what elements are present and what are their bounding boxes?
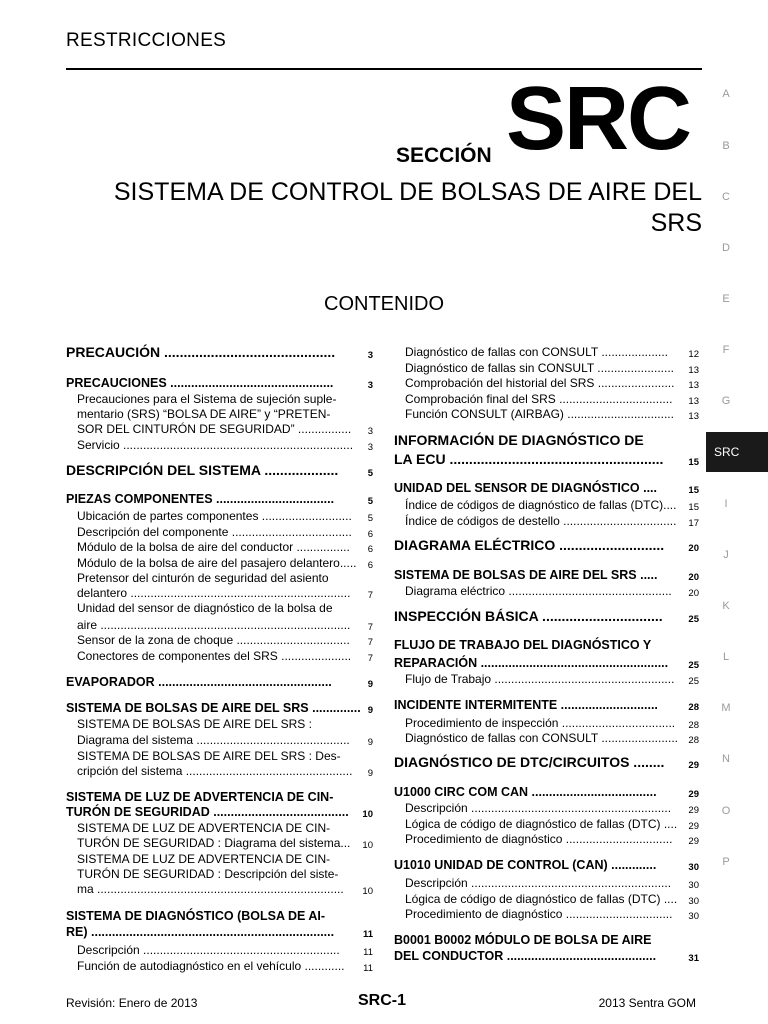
side-tab-letter[interactable]: L xyxy=(722,651,730,663)
toc-page-number: 28 xyxy=(688,720,699,731)
toc-entry-text: SISTEMA DE DIAGNÓSTICO (BOLSA DE AI- xyxy=(66,909,326,923)
toc-entry-text: SISTEMA DE LUZ DE ADVERTENCIA DE CIN- xyxy=(66,790,334,804)
toc-page-number: 9 xyxy=(367,679,373,690)
toc-entry[interactable] xyxy=(66,673,373,691)
toc-entry-text: DESCRIPCIÓN DEL SISTEMA ................... xyxy=(66,462,339,478)
toc-entry-text: UNIDAD DEL SENSOR DE DIAGNÓSTICO .... xyxy=(394,481,657,495)
toc-page-number: 11 xyxy=(363,963,373,974)
toc-entry-text: cripción del sistema .................................................. xyxy=(77,764,353,778)
toc-entry-text: Procedimiento de inspección .................................. xyxy=(405,716,676,730)
side-tab-letter[interactable]: O xyxy=(721,805,731,817)
toc-entry[interactable] xyxy=(66,462,373,480)
toc-page-number: 6 xyxy=(367,560,373,571)
footer-model: 2013 Sentra GOM xyxy=(598,996,696,1010)
toc-entry-text: Diagrama eléctrico ................................................. xyxy=(405,584,672,598)
toc-page-number: 3 xyxy=(367,380,373,391)
toc-entry-text: Procedimiento de diagnóstico ................................ xyxy=(405,907,673,921)
toc-page-number: 9 xyxy=(367,737,373,748)
toc-entry-text: Índice de códigos de diagnóstico de fallas (DTC).... xyxy=(405,498,677,512)
toc-entry-text: TURÓN DE SEGURIDAD : Descripción del siste- xyxy=(77,867,339,881)
toc-entry-text: Procedimiento de diagnóstico ................................ xyxy=(405,832,673,846)
side-tab-letter[interactable]: I xyxy=(724,498,728,510)
side-tab-letter[interactable]: M xyxy=(721,702,731,714)
toc-page-number: 29 xyxy=(688,760,699,771)
toc-entry-text: B0001 B0002 MÓDULO DE BOLSA DE AIRE xyxy=(394,933,652,947)
toc-entry-text: Unidad del sensor de diagnóstico de la bolsa de xyxy=(77,601,333,615)
toc-entry-text: Descripción ............................................................ xyxy=(405,876,672,890)
toc-entry-text: INSPECCIÓN BÁSICA ............................... xyxy=(394,608,663,624)
toc-entry-text: Comprobación final del SRS .................................. xyxy=(405,392,673,406)
toc-page-number: 9 xyxy=(367,705,373,716)
toc-page-number: 25 xyxy=(688,614,699,625)
toc-page-number: 6 xyxy=(367,544,373,555)
toc-entry[interactable] xyxy=(394,537,699,555)
toc-entry[interactable] xyxy=(66,490,373,508)
toc-entry[interactable] xyxy=(66,344,373,362)
toc-entry-text: Comprobación del historial del SRS ....................... xyxy=(405,376,675,390)
section-label: SECCIÓN xyxy=(396,144,492,167)
toc-entry-text: Servicio ..................................................................... xyxy=(77,438,354,452)
toc-entry[interactable] xyxy=(405,729,699,747)
toc-entry-text: Conectores de componentes del SRS ..................... xyxy=(77,649,352,663)
document-title xyxy=(62,177,702,239)
toc-entry-text: Diagnóstico de fallas con CONSULT ....................... xyxy=(405,731,678,745)
toc-entry-text: SOR DEL CINTURÓN DE SEGURIDAD” ................ xyxy=(77,422,352,436)
toc-entry[interactable] xyxy=(77,647,373,665)
toc-entry-text: delantero .................................................................. xyxy=(77,586,351,600)
toc-entry-text: Diagnóstico de fallas sin CONSULT ....................... xyxy=(405,361,674,375)
toc-page-number: 29 xyxy=(688,805,699,816)
toc-page-number: 20 xyxy=(688,588,699,599)
toc-page-number: 3 xyxy=(367,350,373,361)
toc-entry[interactable] xyxy=(394,479,699,497)
toc-entry[interactable] xyxy=(77,762,373,780)
toc-entry-text: mentario (SRS) “BOLSA DE AIRE” y “PRETEN- xyxy=(77,407,331,421)
toc-entry[interactable] xyxy=(77,880,373,898)
side-tab-letter[interactable]: E xyxy=(722,293,730,305)
toc-entry-text: Descripción ........................................................... xyxy=(77,943,340,957)
toc-page-number: 5 xyxy=(367,513,373,524)
toc-entry-text: Descripción ............................................................ xyxy=(405,801,672,815)
toc-entry-text: INFORMACIÓN DE DIAGNÓSTICO DE xyxy=(394,432,644,448)
toc-entry-text: Lógica de código de diagnóstico de fallas (DTC) .... xyxy=(405,892,678,906)
toc-page-number: 30 xyxy=(688,896,699,907)
toc-page-number: 29 xyxy=(688,821,699,832)
toc-entry[interactable] xyxy=(394,636,699,654)
toc-entry[interactable] xyxy=(77,957,373,975)
toc-entry[interactable] xyxy=(394,856,699,874)
toc-entry[interactable] xyxy=(405,830,699,848)
toc-page-number: 29 xyxy=(688,789,699,800)
toc-entry-text: REPARACIÓN ...................................................... xyxy=(394,656,669,670)
toc-entry-text: Módulo de la bolsa de aire del pasajero delantero..... xyxy=(77,556,357,570)
toc-page-number: 3 xyxy=(367,426,373,437)
side-tab-letter[interactable]: P xyxy=(722,856,730,868)
toc-entry[interactable] xyxy=(77,436,373,454)
document-title-line1: SISTEMA DE CONTROL DE BOLSAS DE AIRE DEL xyxy=(113,178,702,206)
toc-entry[interactable] xyxy=(394,696,699,714)
toc-page-number: 13 xyxy=(688,365,699,376)
toc-entry-text: DEL CONDUCTOR ........................................... xyxy=(394,949,657,963)
side-tab-letter[interactable]: B xyxy=(722,140,730,152)
toc-entry-text: RE) ...................................................................... xyxy=(66,925,335,939)
side-tab-letter[interactable]: D xyxy=(722,242,730,254)
toc-entry-text: aire ........................................................................... xyxy=(77,618,351,632)
toc-page-number: 30 xyxy=(688,911,699,922)
toc-page-number: 7 xyxy=(367,653,373,664)
toc-entry-text: Diagrama del sistema .............................................. xyxy=(77,733,350,747)
toc-entry-text: PIEZAS COMPONENTES .................................. xyxy=(66,492,335,506)
toc-page-number: 30 xyxy=(688,862,699,873)
toc-entry-text: Índice de códigos de destello .................................. xyxy=(405,514,677,528)
toc-entry-text: LA ECU ....................................................... xyxy=(394,451,664,467)
toc-page-number: 9 xyxy=(367,768,373,779)
toc-page-number: 7 xyxy=(367,622,373,633)
toc-entry-text: U1000 CIRC COM CAN .................................... xyxy=(394,785,657,799)
toc-page-number: 28 xyxy=(688,735,699,746)
side-tab-letter[interactable]: N xyxy=(722,753,730,765)
toc-page-number: 20 xyxy=(688,572,699,583)
toc-page-number: 11 xyxy=(363,947,373,958)
toc-entry[interactable] xyxy=(405,582,699,600)
toc-page-number: 10 xyxy=(362,840,373,851)
toc-entry-text: SISTEMA DE BOLSAS DE AIRE DEL SRS : xyxy=(77,717,312,731)
toc-entry[interactable] xyxy=(394,451,699,469)
toc-page-number: 13 xyxy=(688,396,699,407)
toc-entry[interactable] xyxy=(66,923,373,941)
toc-page-number: 6 xyxy=(367,529,373,540)
toc-page-number: 25 xyxy=(688,676,699,687)
toc-entry-text: INCIDENTE INTERMITENTE ............................ xyxy=(394,698,658,712)
toc-entry-text: Módulo de la bolsa de aire del conductor ................ xyxy=(77,540,350,554)
toc-entry-text: Función de autodiagnóstico en el vehículo ............ xyxy=(77,959,345,973)
toc-entry-text: FLUJO DE TRABAJO DEL DIAGNÓSTICO Y xyxy=(394,638,652,652)
section-code: SRC xyxy=(506,69,691,169)
toc-entry-text: SISTEMA DE BOLSAS DE AIRE DEL SRS : Des- xyxy=(77,749,341,763)
toc-entry-text: U1010 UNIDAD DE CONTROL (CAN) ............. xyxy=(394,858,657,872)
toc-page-number: 13 xyxy=(688,380,699,391)
side-tab-letter[interactable]: C xyxy=(722,191,730,203)
toc-page-number: 17 xyxy=(688,518,699,529)
side-tab-active[interactable]: SRC xyxy=(706,432,768,472)
toc-page-number: 30 xyxy=(688,880,699,891)
toc-entry-text: Ubicación de partes componentes ........................... xyxy=(77,509,352,523)
toc-entry-text: DIAGRAMA ELÉCTRICO ........................... xyxy=(394,537,665,553)
toc-page-number: 15 xyxy=(688,457,699,468)
toc-page-number: 5 xyxy=(367,468,373,479)
toc-entry-text: TURÓN DE SEGURIDAD ....................................... xyxy=(66,805,349,819)
side-tab-letter[interactable]: A xyxy=(722,88,730,100)
toc-entry-text: SISTEMA DE LUZ DE ADVERTENCIA DE CIN- xyxy=(77,821,331,835)
toc-entry[interactable] xyxy=(394,608,699,626)
toc-entry-text: Pretensor del cinturón de seguridad del asiento xyxy=(77,571,329,585)
toc-entry[interactable] xyxy=(405,905,699,923)
toc-page-number: 13 xyxy=(688,411,699,422)
toc-entry-text: SISTEMA DE BOLSAS DE AIRE DEL SRS ..... xyxy=(394,568,658,582)
toc-entry-text: PRECAUCIONES ............................................... xyxy=(66,376,334,390)
toc-entry-text: Precauciones para el Sistema de sujeción suple- xyxy=(77,392,337,406)
page-header-section: RESTRICCIONES xyxy=(66,30,227,51)
toc-entry-text: Diagnóstico de fallas con CONSULT .................... xyxy=(405,345,668,359)
toc-entry[interactable] xyxy=(394,754,699,772)
document-title-line2: SRS xyxy=(650,209,702,237)
footer-page-number: SRC-1 xyxy=(358,992,407,1009)
toc-entry[interactable] xyxy=(405,670,699,688)
toc-page-number: 7 xyxy=(367,637,373,648)
toc-entry[interactable] xyxy=(405,512,699,530)
toc-entry-text: Lógica de código de diagnóstico de fallas (DTC) .... xyxy=(405,817,678,831)
toc-entry-text: EVAPORADOR .................................................. xyxy=(66,675,332,689)
toc-entry-text: PRECAUCIÓN ............................................ xyxy=(66,344,336,360)
toc-page-number: 10 xyxy=(362,886,373,897)
toc-entry-text: SISTEMA DE BOLSAS DE AIRE DEL SRS .............. xyxy=(66,701,361,715)
toc-page-number: 25 xyxy=(688,660,699,671)
contents-heading: CONTENIDO xyxy=(324,293,444,315)
footer-revision: Revisión: Enero de 2013 xyxy=(66,996,198,1010)
side-tab-letter[interactable]: G xyxy=(721,395,731,407)
toc-entry-text: DIAGNÓSTICO DE DTC/CIRCUITOS ........ xyxy=(394,754,665,770)
toc-entry-text: SISTEMA DE LUZ DE ADVERTENCIA DE CIN- xyxy=(77,852,331,866)
toc-page-number: 20 xyxy=(688,543,699,554)
toc-page-number: 15 xyxy=(688,485,699,496)
toc-entry[interactable] xyxy=(77,599,373,617)
toc-page-number: 7 xyxy=(367,590,373,601)
toc-page-number: 11 xyxy=(362,929,373,940)
toc-entry-text: Descripción del componente .................................... xyxy=(77,525,352,539)
side-tab-letter[interactable]: K xyxy=(722,600,730,612)
toc-entry-text: Sensor de la zona de choque .................................. xyxy=(77,633,350,647)
toc-entry[interactable] xyxy=(394,947,699,965)
toc-entry-text: Flujo de Trabajo ...................................................... xyxy=(405,672,675,686)
toc-entry-text: Función CONSULT (AIRBAG) ................................ xyxy=(405,407,674,421)
toc-page-number: 29 xyxy=(688,836,699,847)
side-tab-letter[interactable]: F xyxy=(722,344,730,356)
toc-page-number: 15 xyxy=(688,502,699,513)
toc-page-number: 12 xyxy=(688,349,699,360)
toc-entry[interactable] xyxy=(405,405,699,423)
section-tab-index xyxy=(706,0,768,1024)
toc-entry-text: TURÓN DE SEGURIDAD : Diagrama del sistema... xyxy=(77,836,351,850)
toc-entry[interactable] xyxy=(394,432,699,450)
toc-page-number: 31 xyxy=(688,953,699,964)
toc-page-number: 5 xyxy=(367,496,373,507)
toc-page-number: 3 xyxy=(367,442,373,453)
toc-entry-text: ma .......................................................................... xyxy=(77,882,344,896)
toc-page-number: 28 xyxy=(688,702,699,713)
side-tab-letter[interactable]: J xyxy=(723,549,729,561)
toc-page-number: 10 xyxy=(362,809,373,820)
